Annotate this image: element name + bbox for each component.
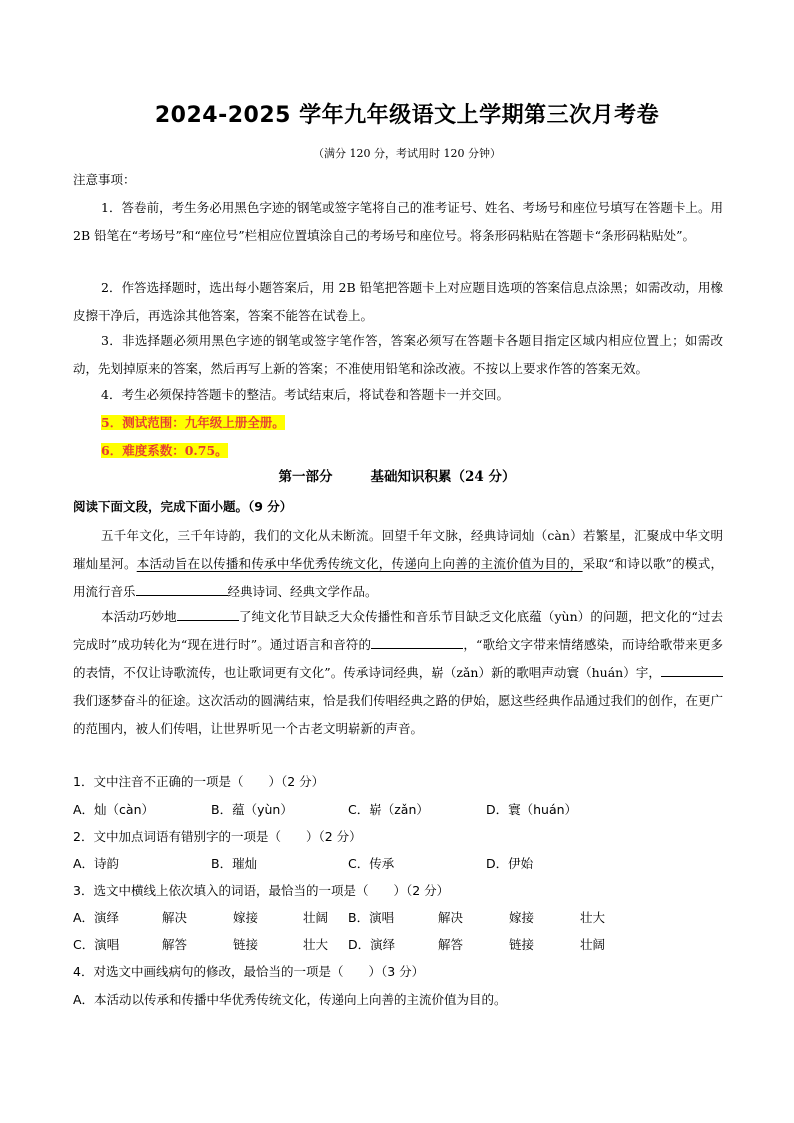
highlight-difficulty: 6．难度系数：0.75。 (101, 443, 228, 458)
question-3-d-word-2: 解答 (438, 937, 464, 952)
passage-paragraph-2 (73, 603, 723, 743)
question-1-stem: 1．文中注音不正确的一项是（ ）（2 分） (73, 774, 325, 789)
answer-blank-4 (661, 663, 723, 677)
question-2-option-a[interactable]: A．诗韵 (73, 856, 120, 871)
question-3-a-word-3: 嫁接 (233, 910, 259, 925)
question-3-a-word-4: 壮阔 (303, 910, 329, 925)
section-part-label: 第一部分 (278, 469, 333, 485)
question-3-b-word-2: 解决 (438, 910, 464, 925)
question-4-option-a[interactable]: A．本活动以传承和传播中华优秀传统文化，传递向上向善的主流价值为目的。 (73, 992, 507, 1007)
exam-subtitle: （满分 120 分，考试用时 120 分钟） (313, 147, 501, 160)
answer-blank-3 (371, 635, 463, 649)
notice-item-4: 4．考生必须保持答题卡的整洁。考试结束后，将试卷和答题卡一并交回。 (101, 387, 509, 402)
notice-item-3: 3．非选择题必须用黑色字迹的钢笔或签字笔作答，答案必须写在答题卡各题目指定区域内相应位置上；如需改动，先划掉原来的答案，然后再写上新的答案；不准使用铅笔和涂改液。不按以上要求作答的答案无效。 (73, 333, 723, 376)
question-3-option-d[interactable]: D．演绎 (348, 937, 396, 952)
question-3-option-b[interactable]: B．演唱 (348, 910, 395, 925)
passage-p1-mid: 采取“和诗以歌”的模式，用流行音乐 (73, 556, 723, 599)
question-2-option-c[interactable]: C．传承 (348, 856, 395, 871)
passage-p2-c: ，“歌给文字带来情绪感染，而诗给歌带来更多的表情，不仅让诗歌流传，也让歌词更有文化”。传承诗词经典，崭（zǎn）新的歌唱声动寰（huán）宇， (73, 637, 723, 680)
passage-p2-a: 本活动巧妙地 (101, 609, 177, 624)
question-4-stem: 4．对选文中画线病句的修改，最恰当的一项是（ ）（3 分） (73, 964, 425, 979)
section-heading (0, 465, 794, 485)
notice-item-5 (73, 409, 723, 437)
passage-underlined-sentence: 本活动旨在以传播和传承中华优秀传统文化，传递向上向善的主流价值为目的， (136, 556, 583, 571)
question-3-c-word-4: 壮大 (303, 937, 329, 952)
notice-item-2: 2．作答选择题时，选出每小题答案后，用 2B 铅笔把答题卡上对应题目选项的答案信息点涂黑；如需改动，用橡皮擦干净后，再选涂其他答案，答案不能答在试卷上。 (73, 280, 723, 323)
passage-p1-start: 五千年文化，三千年诗韵，我们的文化从未断流。回望千年文脉，经典诗词灿（càn）若繁星，汇聚成中华文明璀灿星河。 (73, 528, 723, 571)
question-1-option-d[interactable]: D．寰（huán） (486, 802, 578, 817)
question-2-option-d[interactable]: D．伊始 (486, 856, 534, 871)
answer-blank-2 (177, 607, 239, 621)
question-3-c-word-2: 解答 (162, 937, 188, 952)
reading-instruction: 阅读下面文段，完成下面小题。（9 分） (73, 499, 293, 514)
answer-blank-1 (136, 582, 228, 596)
exam-title: 2024-2025 学年九年级语文上学期第三次月考卷 (154, 103, 660, 128)
question-1-option-a[interactable]: A．灿（càn） (73, 802, 155, 817)
question-1-option-b[interactable]: B．蕴（yùn） (211, 802, 293, 817)
question-3-d-word-4: 壮阔 (580, 937, 606, 952)
notice-item-1: 1．答卷前，考生务必用黑色字迹的钢笔或签字笔将自己的准考证号、姓名、考场号和座位号填写在答题卡上。用 2B 铅笔在“考场号”和“座位号”栏相应位置填涂自己的考场号和座位号。将条形码粘贴在答题卡“条形码粘贴处”。 (73, 200, 723, 243)
question-3-option-a[interactable]: A．演绎 (73, 910, 120, 925)
question-3-b-word-4: 壮大 (580, 910, 606, 925)
notice-heading: 注意事项： (73, 172, 136, 187)
notice-item-6 (73, 437, 723, 465)
question-3-option-c[interactable]: C．演唱 (73, 937, 120, 952)
question-2-stem: 2．文中加点词语有错别字的一项是（ ）（2 分） (73, 829, 362, 844)
question-2-option-b[interactable]: B．璀灿 (211, 856, 258, 871)
highlight-test-scope: 5．测试范围：九年级上册全册。 (101, 415, 285, 430)
question-1-option-c[interactable]: C．崭（zǎn） (348, 802, 429, 817)
passage-p1-end: 经典诗词、经典文学作品。 (227, 584, 378, 599)
passage-p2-b: 了纯文化节目缺乏大众传播性和音乐节目缺乏文化底蕴（yùn）的问题，把文化的“过去完成时”成功转化为“现在进行时”。通过语言和音符的 (73, 609, 723, 652)
question-3-b-word-3: 嫁接 (509, 910, 535, 925)
question-3-stem: 3．选文中横线上依次填入的词语，最恰当的一项是（ ）（2 分） (73, 883, 450, 898)
question-3-d-word-3: 链接 (509, 937, 535, 952)
question-3-a-word-2: 解决 (162, 910, 188, 925)
passage-p2-d: 我们逐梦奋斗的征途。这次活动的圆满结束，恰是我们传唱经典之路的伊始，愿这些经典作品通过我们的创作，在更广的范围内，被人们传唱，让世界听见一个古老文明崭新的声音。 (73, 693, 724, 736)
section-part-title: 基础知识积累（24 分） (370, 469, 516, 485)
question-3-c-word-3: 链接 (233, 937, 259, 952)
passage-paragraph-1 (73, 522, 723, 606)
